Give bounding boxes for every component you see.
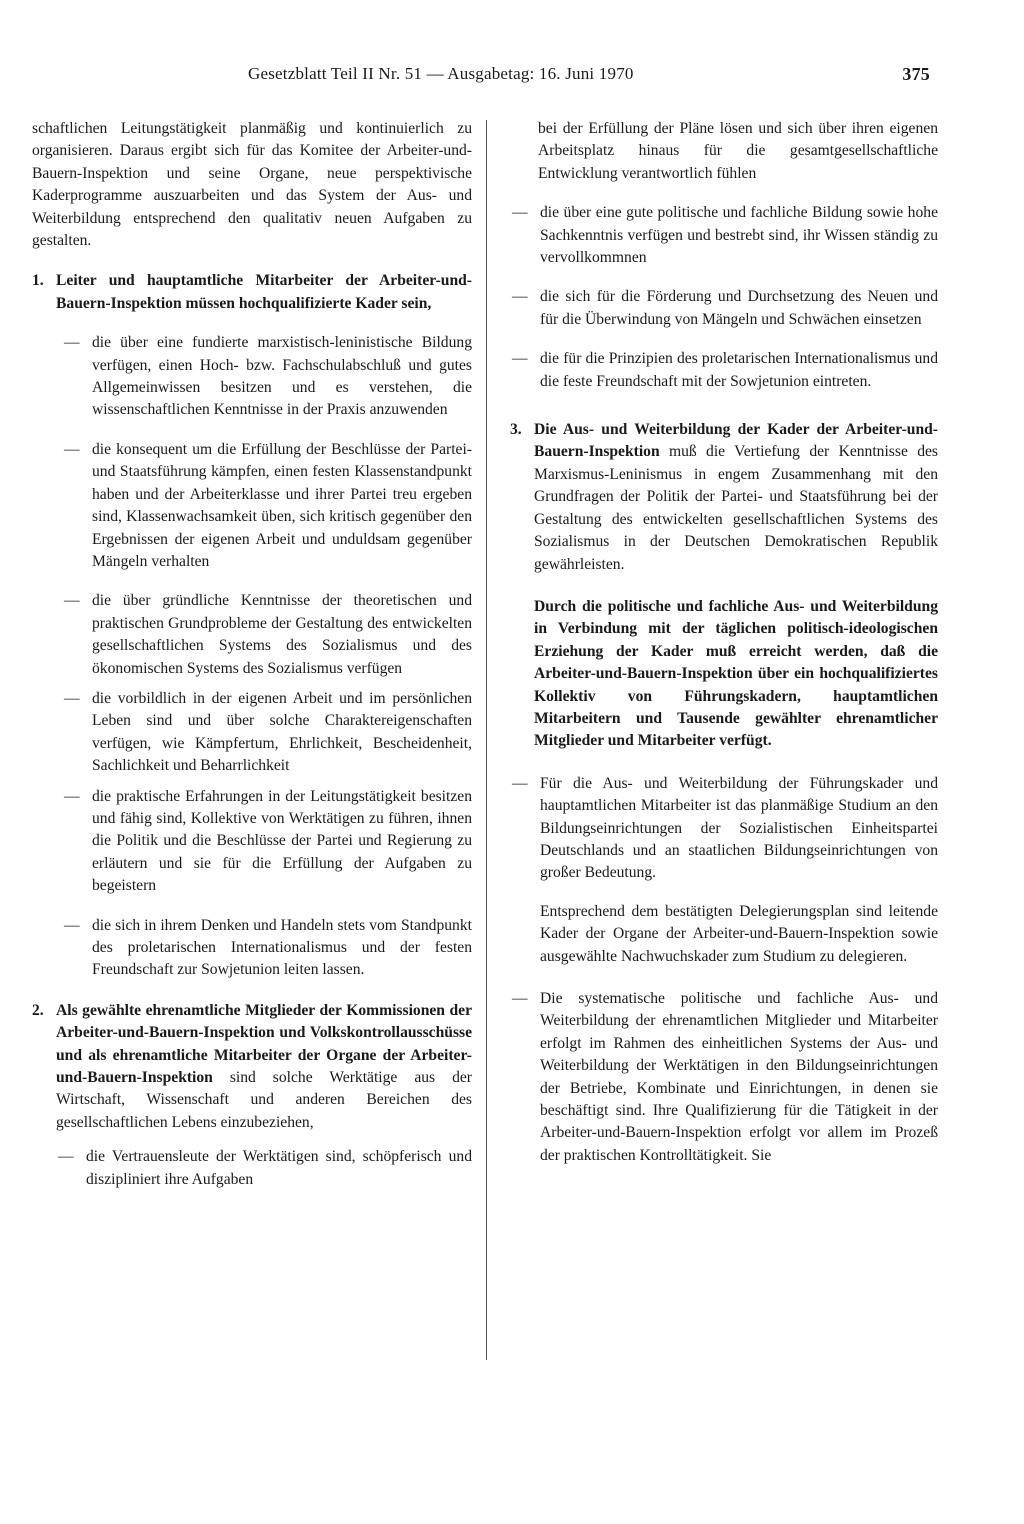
dash-marker: — [64,334,80,352]
dash-marker: — [512,204,528,222]
continued-item: bei der Erfüllung der Pläne lösen und sich über ihren eigenen Arbeitsplatz hinaus für die gesamtgesellschaftliche Entwicklung verantwortlich fühlen [538,120,938,182]
dash-marker: — [64,787,80,805]
left-column [32,118,472,1191]
list-item: — Die systematische politische und fachliche Aus- und Weiterbildung der ehrenamtlichen Mitglieder und Mitarbeiter erfolgt im Rahmen des einheitlichen Systems der Aus- und Weiterbildung der Werktätigen in den Bildungseinrichtungen der Betriebe, Kombinate und Einrichtungen, in denen sie beschäftigt sind. Ihre Qualifizierung für die Tätigkeit in der Arbeiter-und-Bauern-Inspektion erfolgt vor allem im Prozeß der praktischen Kontrolltätigkeit. Sie [510,988,938,1167]
section-heading: Als gewählte ehrenamtliche Mitglieder der Kommissionen der Arbeiter-und-Bauern-Inspektion und Volkskontrollausschüsse und als ehrenamtliche Mitarbeiter der Organe der Arbeiter-und-Bauern-Inspektion [56,1001,472,1087]
section-heading: Leiter und hauptamtliche Mitarbeiter der Arbeiter-und-Bauern-Inspektion müssen hochqualifizierte Kader sein, [56,272,472,312]
section-text: Die Aus- und Weiterbildung der Kader der Arbeiter-und-Bauern-Inspektion muß die Vertiefung der Kenntnisse des Marxismus-Leninismus in engem Zusammenhang mit den Grundfragen der Politik der Partei- und Staatsführung bei der Gestaltung des entwickelten gesellschaftlichen Systems des Sozialismus in der Deutschen Demokratischen Republik gewährleisten. [534,421,938,573]
section-1 [32,270,472,315]
intro-paragraph: schaftlichen Leitungstätigkeit planmäßig und kontinuierlich zu organisieren. Daraus ergibt sich für das Komitee der Arbeiter-und-Bauern-Inspektion und seine Organe, neue perspektivische Kaderprogramme auszuarbeiten und das System der Aus- und Weiterbildung entsprechend den qualitativ neuen Aufgaben zu gestalten. [32,120,472,250]
list-item: — die konsequent um die Erfüllung der Beschlüsse der Partei- und Staatsführung kämpfen, einen festen Klassenstandpunkt haben und der Arbeiterklasse und ihrer Partei treu ergeben sind, Klassenwachsamkeit üben, sich kritisch gegenüber den Ergebnissen der eigenen Arbeit und unduldsam gegenüber Mängeln verhalten [56,439,472,573]
list-item: — die sich in ihrem Denken und Handeln stets vom Standpunkt des proletarischen Internationalismus und der festen Freundschaft zur Sowjetunion leiten lassen. [56,915,472,982]
list-item: — die Vertrauensleute der Werktätigen sind, schöpferisch und diszipliniert ihre Aufgaben [56,1146,472,1191]
list-item: — die über eine fundierte marxistisch-leninistische Bildung verfügen, einen Hoch- bzw. Fachschulabschluß und gutes Allgemeinwissen besitzen und es verstehen, die wissenschaftlichen Kenntnisse in der Praxis anzuwenden [56,332,472,422]
dash-marker: — [512,990,528,1007]
list-item: — die sich für die Förderung und Durchsetzung des Neuen und für die Überwindung von Mängeln und Schwächen einsetzen [510,286,938,331]
dash-marker: — [64,689,80,707]
dash-marker: — [58,1148,74,1166]
header-title: Gesetzblatt Teil II Nr. 51 — Ausgabetag: 16. Juni 1970 [248,64,634,83]
list-item: — die über gründliche Kenntnisse der theoretischen und praktischen Grundprobleme der Gestaltung des entwickelten gesellschaftlichen Systems des Sozialismus und des ökonomischen Systems des Sozialismus verfügen [56,590,472,680]
list-item: — Für die Aus- und Weiterbildung der Führungskader und hauptamtlichen Mitarbeiter ist das planmäßige Studium an den Bildungseinrichtungen der Sozialistischen Einheitspartei Deutschlands und an staatlichen Bildungseinrichtungen von großer Bedeutung. [510,773,938,885]
list-item: — die für die Prinzipien des proletarischen Internationalismus und die feste Freundschaft mit der Sowjetunion eintreten. [510,348,938,393]
section-heading: Die Aus- und Weiterbildung der Kader der Arbeiter-und-Bauern-Inspektion [534,421,938,461]
column-divider [486,120,487,1360]
dash-marker: — [512,288,528,306]
list-item: — die über eine gute politische und fachliche Bildung sowie hohe Sachkenntnis verfügen und bestrebt sind, ihr Wissen ständig zu vervollkommnen [510,202,938,269]
dash-marker: — [64,916,80,934]
list-item: — die praktische Erfahrungen in der Leitungstätigkeit besitzen und fähig sind, Kollektive von Werktätigen zu führen, ihnen die Politik und die Beschlüsse der Partei und Regierung zu erläutern und sie für die Erfüllung der Aufgaben zu begeistern [56,786,472,898]
dash-marker: — [512,774,528,792]
dash-marker: — [512,350,528,368]
section-3 [510,419,938,576]
list-item-paragraph: Entsprechend dem bestätigten Delegierungsplan sind leitende Kader der Organe der Arbeiter-und-Bauern-Inspektion sowie ausgewählte Nachwuchskader zum Studium zu delegieren. [540,902,938,965]
section-number: 1. [32,272,44,290]
section-text: Als gewählte ehrenamtliche Mitglieder der Kommissionen der Arbeiter-und-Bauern-Inspektion und Volkskontrollausschüsse und als ehrenamtliche Mitarbeiter der Organe der Arbeiter-und-Bauern-Inspektion sind solche Werktätige aus der Wirtschaft, Wissenschaft und anderen Bereichen des gesellschaftlichen Lebens einzubeziehen, [56,1001,472,1131]
list-item: — die vorbildlich in der eigenen Arbeit und im persönlichen Leben sind und über solche Charaktereigenschaften verfügen, wie Kämpfertum, Ehrlichkeit, Bescheidenheit, Sachlichkeit und Beharrlichkeit [56,688,472,778]
page-number: 375 [902,64,930,84]
section-2 [32,1000,472,1134]
right-column [510,118,938,1167]
section-number: 2. [32,1001,44,1019]
section-2-list [32,1146,472,1191]
dash-marker: — [64,440,80,458]
dash-marker: — [64,592,80,610]
bold-paragraph: Durch die politische und fachliche Aus- und Weiterbildung in Verbindung mit der täglichen politisch-ideologischen Erziehung der Kader muß erreicht werden, daß die Arbeiter-und-Bauern-Inspektion über ein hochqualifiziertes Kollektiv von Führungskadern, hauptamtlichen Mitarbeitern und Tausende gewählter ehrenamtlicher Mitglieder und Mitarbeiter verfügt. [534,597,938,750]
section-number: 3. [510,421,522,439]
section-1-list [32,332,472,982]
